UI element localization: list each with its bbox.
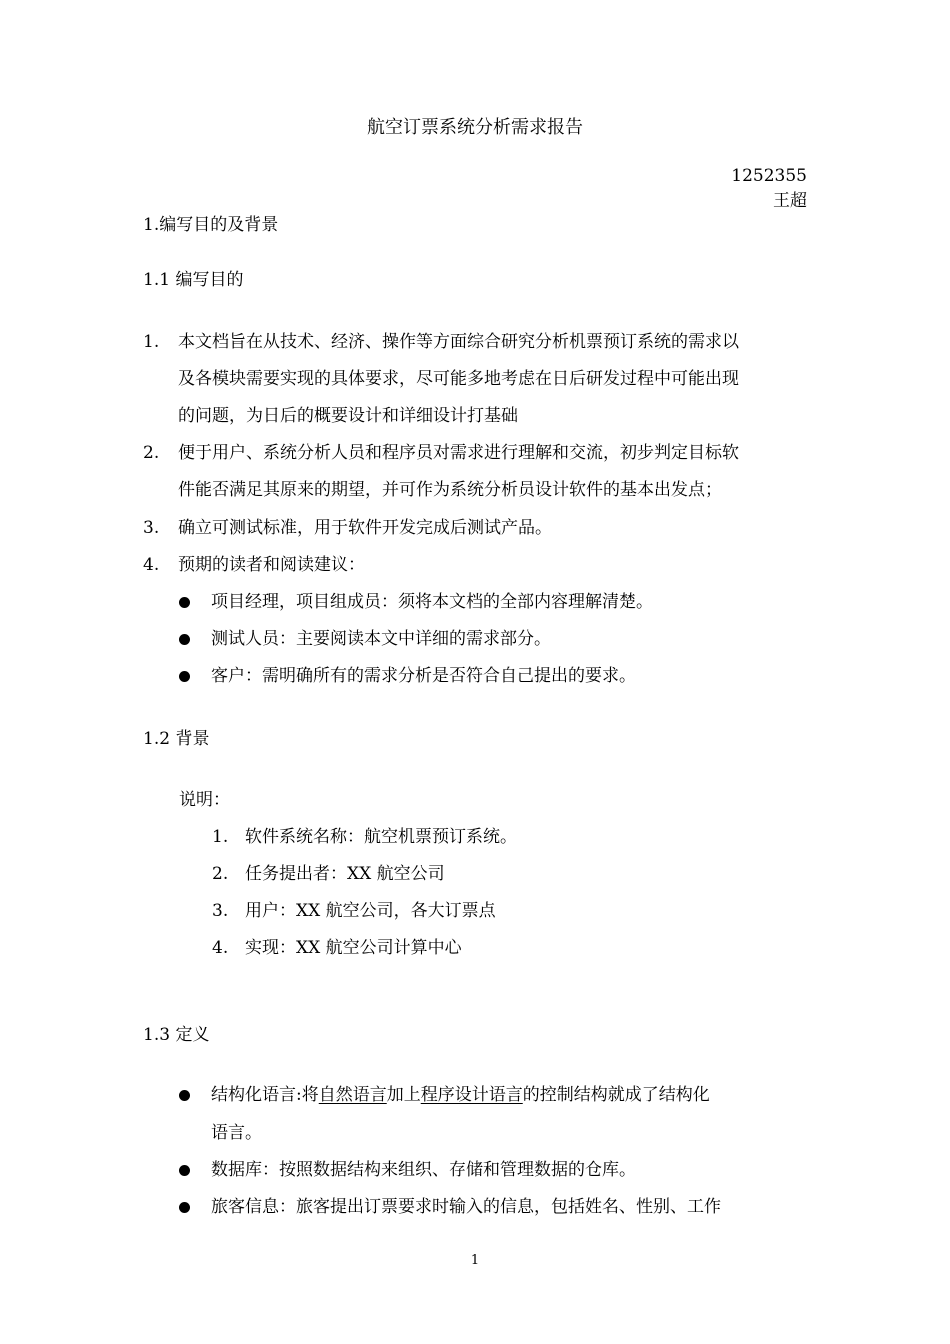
author-id: 1252355 (731, 166, 807, 186)
list-item-text: 实现：XX 航空公司计算中心 (245, 938, 462, 958)
section-1-3-heading: 1.3 定义 (143, 1025, 210, 1045)
definition-passenger-info: 旅客信息：旅客提出订票要求时输入的信息，包括姓名、性别、工作 (211, 1197, 721, 1217)
author-name: 王超 (773, 191, 807, 211)
bullet-item-text: 项目经理，项目组成员：须将本文档的全部内容理解清楚。 (211, 592, 653, 612)
list-item-text: 的问题，为日后的概要设计和详细设计打基础 (178, 406, 518, 426)
list-number: 1. (212, 827, 229, 847)
list-number: 3. (143, 518, 160, 538)
list-item-text: 预期的读者和阅读建议： (178, 555, 365, 575)
bullet-icon (179, 1165, 190, 1176)
natural-language-link[interactable]: 自然语言 (318, 1085, 387, 1105)
list-number: 1. (143, 332, 160, 352)
definition-database: 数据库：按照数据结构来组织、存储和管理数据的仓库。 (211, 1160, 636, 1180)
list-number: 4. (143, 555, 160, 575)
list-item-text: 用户：XX 航空公司，各大订票点 (245, 901, 496, 921)
programming-language-link[interactable]: 程序设计语言 (420, 1085, 523, 1105)
document-title: 航空订票系统分析需求报告 (367, 117, 583, 138)
definition-text: 加上 (386, 1085, 421, 1105)
bullet-icon (179, 1202, 190, 1213)
section-1-heading: 1.编写目的及背景 (143, 215, 279, 235)
list-item-text: 本文档旨在从技术、经济、操作等方面综合研究分析机票预订系统的需求以 (178, 332, 739, 352)
list-number: 2. (143, 443, 160, 463)
list-number: 3. (212, 901, 229, 921)
list-item-text: 软件系统名称：航空机票预订系统。 (245, 827, 517, 847)
list-number: 2. (212, 864, 229, 884)
definition-text: 的控制结构就成了结构化 (522, 1085, 710, 1105)
bullet-icon (179, 597, 190, 608)
list-item-text: 确立可测试标准，用于软件开发完成后测试产品。 (178, 518, 552, 538)
bullet-item-text: 客户：需明确所有的需求分析是否符合自己提出的要求。 (211, 666, 636, 686)
list-item-text: 件能否满足其原来的期望，并可作为系统分析员设计软件的基本出发点； (178, 480, 722, 500)
section-1-2-heading: 1.2 背景 (143, 729, 210, 749)
definition-text: 结构化语言:将 (211, 1085, 319, 1105)
list-item-text: 便于用户、系统分析人员和程序员对需求进行理解和交流，初步判定目标软 (178, 443, 739, 463)
list-item-text: 任务提出者：XX 航空公司 (245, 864, 445, 884)
list-item-text: 及各模块需要实现的具体要求，尽可能多地考虑在日后研发过程中可能出现 (178, 369, 739, 389)
bullet-icon (179, 634, 190, 645)
bullet-icon (179, 671, 190, 682)
page-number: 1 (470, 1253, 480, 1268)
section-1-1-heading: 1.1 编写目的 (143, 270, 244, 290)
list-number: 4. (212, 938, 229, 958)
note-label: 说明： (179, 790, 230, 810)
bullet-icon (179, 1090, 190, 1101)
definition-continuation: 语言。 (211, 1123, 262, 1143)
bullet-item-text: 测试人员：主要阅读本文中详细的需求部分。 (211, 629, 551, 649)
definition-structured-language (211, 1087, 710, 1104)
